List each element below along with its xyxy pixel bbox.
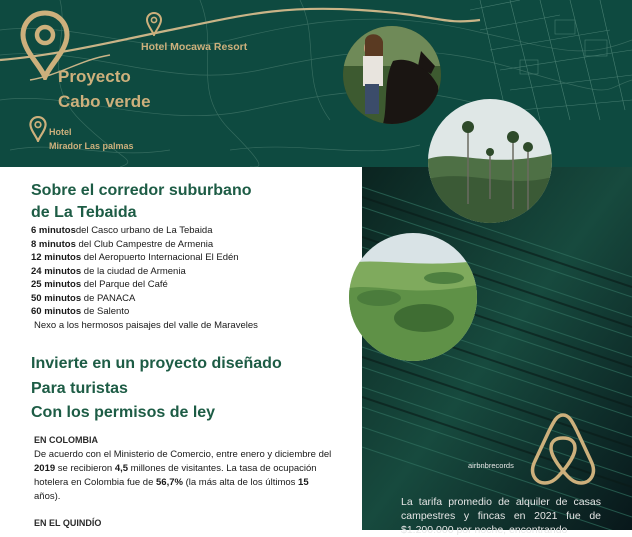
valley-landscape-photo xyxy=(349,233,477,361)
location-pin-icon xyxy=(146,12,162,36)
list-item: 60 minutos de Salento xyxy=(31,306,130,317)
horse-rider-photo xyxy=(343,26,441,124)
list-item: 12 minutos del Aeropuerto Internacional El Edén xyxy=(31,252,239,263)
list-item: 50 minutos de PANACA xyxy=(31,292,136,304)
project-title xyxy=(58,64,151,114)
quindio-heading: EN EL QUINDÍO xyxy=(34,518,102,528)
corredor-heading-line1: Sobre el corredor suburbano xyxy=(31,182,252,199)
corredor-heading-line2: de La Tebaida xyxy=(31,204,137,221)
hotel-mirador-label xyxy=(49,125,134,153)
hotel-mocawa-label: Hotel Mocawa Resort xyxy=(141,41,248,53)
colombia-heading: EN COLOMBIA xyxy=(34,435,98,445)
corredor-heading xyxy=(31,180,251,224)
invierte-line1: Invierte en un proyecto diseñado xyxy=(31,355,282,372)
location-pin-icon xyxy=(29,116,47,142)
wax-palms-photo xyxy=(428,99,552,223)
airbnb-records-label: airbnbrecords xyxy=(468,461,514,470)
list-item: 8 minutos del Club Campestre de Armenia xyxy=(31,238,214,250)
list-item: 6 minutosdel Casco urbano de La Tebaida xyxy=(31,225,213,236)
nexo-text: Nexo a los hermosos paisajes del valle de Maraveles xyxy=(34,320,258,331)
list-item: 24 minutos de la ciudad de Armenia xyxy=(31,265,186,277)
airbnb-logo-icon xyxy=(527,409,599,487)
hotel-mirador-line2: Mirador Las palmas xyxy=(49,141,134,151)
hotel-mirador-line1: Hotel xyxy=(49,127,72,137)
distance-list xyxy=(31,224,239,319)
invierte-line3: Con los permisos de ley xyxy=(31,404,216,421)
invierte-line2: Para turistas xyxy=(31,379,128,397)
list-item: 25 minutos del Parque del Café xyxy=(31,279,168,290)
invierte-heading xyxy=(31,352,282,426)
project-title-line2: Cabo verde xyxy=(58,92,151,111)
airbnb-tarifa-text: La tarifa promedio de alquiler de casas campestres y fincas en 2021 fue de $1.200.000 por noche, encontrando xyxy=(401,496,601,536)
project-title-line1: Proyecto xyxy=(58,67,131,86)
colombia-paragraph: De acuerdo con el Ministerio de Comercio, entre enero y diciembre del 2019 se recibieron 4,5 millones de visitantes. La tasa de ocupación hotelera en Colombia fue de 56,7% (la más alta de los últimos 15 años). xyxy=(34,449,332,502)
